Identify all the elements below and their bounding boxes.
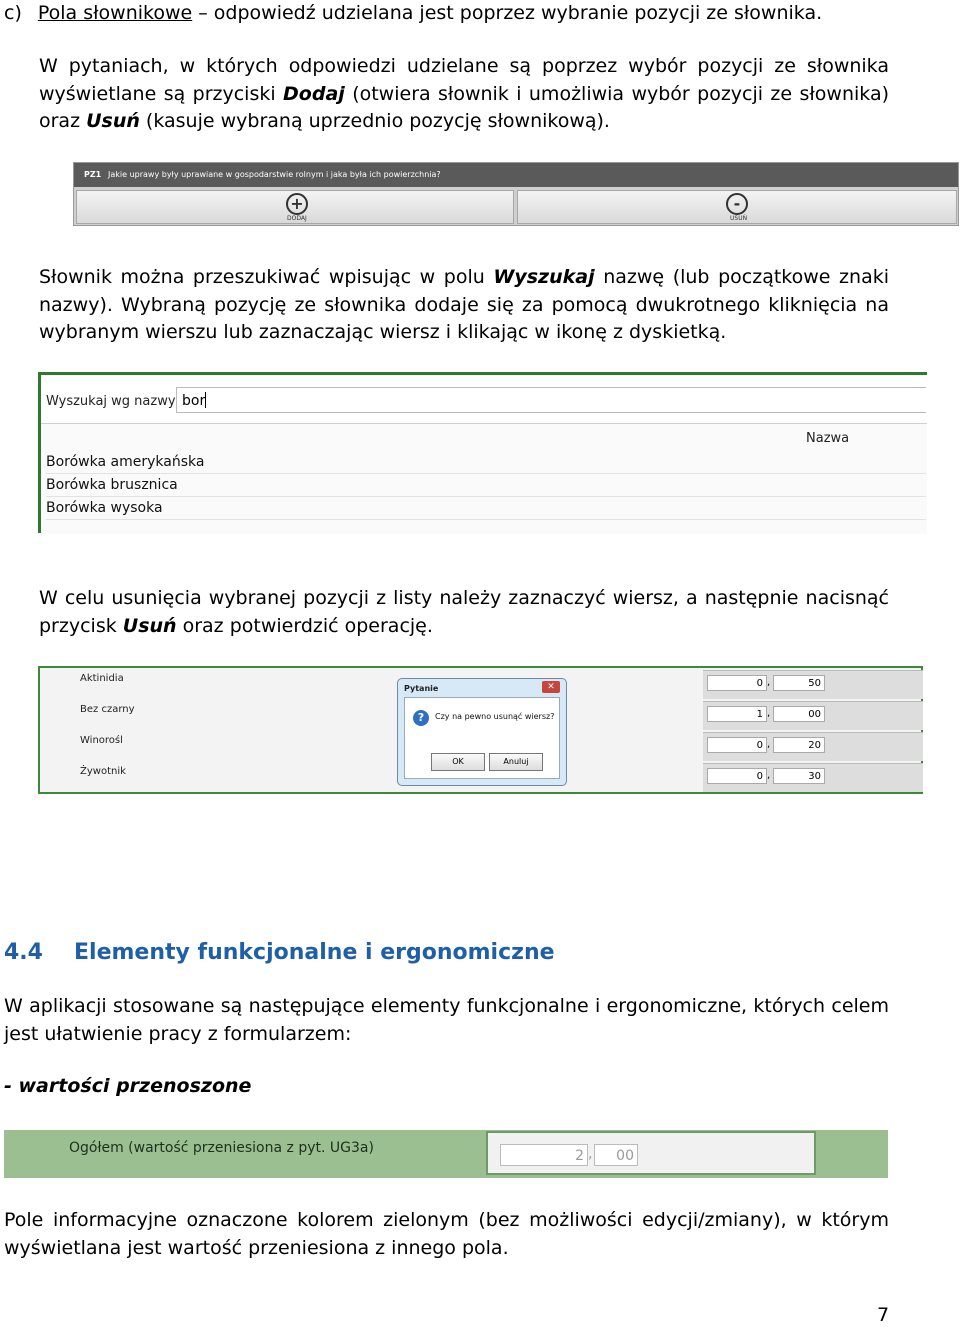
carried-value-screenshot [4,1130,888,1178]
delete-confirm-screenshot [38,666,923,794]
paragraph-buttons [39,53,889,136]
section-heading [4,940,555,965]
value-dec-field[interactable]: 30 [773,768,825,784]
term-wyszukaj: Wyszukaj [493,266,595,288]
dialog-message: Czy na pewno usunąć wiersz? [435,712,555,721]
paragraph-search [39,264,889,347]
value-dec-field[interactable]: 50 [773,675,825,691]
para1-text2: (otwiera słownik i umożliwia wybór pozycji ze słownika) oraz [39,82,890,132]
paragraph-green-field: Pole informacyjne oznaczone kolorem zielonym (bez możliwości edycji/zmiany), w którym wyświetlana jest wartość przeniesiona z innego pola. [4,1209,889,1259]
remove-button-label: USUŃ [730,215,748,222]
paragraph-delete [39,585,889,640]
search-input-value: bor [182,393,206,409]
search-input[interactable] [176,387,926,413]
list-item[interactable]: Bez czarny [80,704,135,715]
question-text: Jakie uprawy były uprawiane w gospodarstwie rolnym i jaka była ich powierzchnia? [108,170,441,179]
value-row: 0 , 20 [703,732,923,761]
carried-value-label: Ogółem (wartość przeniesiona z pyt. UG3a) [69,1140,374,1156]
dictionary-search-screenshot [38,372,927,533]
ok-button[interactable]: OK [431,753,485,771]
question-bar [74,163,958,187]
subheading-carried-values: - wartości przenoszone [4,1075,252,1097]
list-item[interactable]: Żywotnik [80,766,126,777]
question-icon: ? [413,710,429,726]
add-button-label: DODAJ [287,215,307,222]
list-item[interactable]: Winorośl [80,735,123,746]
para2-text1: Słownik można przeszukiwać wpisując w polu [39,266,494,288]
add-button[interactable] [76,190,514,224]
para1-text1: W pytaniach, w których odpowiedzi udzielane są poprzez wybór pozycji ze słownika wyświetlane są przyciski [39,55,889,105]
para3-text2: oraz potwierdzić operację. [176,614,433,637]
list-item[interactable]: Aktinidia [80,673,124,684]
minus-icon: - [726,193,748,215]
term-usun: Usuń [86,110,140,132]
term-usun-2: Usuń [122,614,177,637]
value-int-field[interactable]: 1 [707,706,767,722]
para3-text1: W celu usunięcia wybranej pozycji z listy należy zaznaczyć wiersz, a następnie nacisnąć przycisk [39,587,889,637]
carried-dec-field: 00 [594,1144,638,1166]
decimal-separator: , [588,1146,593,1162]
cancel-button[interactable]: Anuluj [489,753,543,771]
remove-button[interactable] [517,190,957,224]
item-marker: c) [4,2,22,24]
carried-int-field: 2 [500,1144,588,1166]
item-term: Pola słownikowe [37,2,193,24]
dictionary-buttons-screenshot [73,162,959,226]
plus-icon: + [286,193,308,215]
value-row: 1 , 00 [703,701,923,730]
value-row: 0 , 30 [703,763,923,792]
term-dodaj: Dodaj [283,82,345,105]
value-row: 0 , 50 [703,670,923,699]
section-title: Elementy funkcjonalne i ergonomiczne [74,940,555,965]
page-number: 7 [877,1304,890,1326]
para2-text2: nazwę (lub początkowe znaki nazwy). Wybraną pozycję ze słownika dodaje się za pomocą dwukrotnego kliknięcia na wybranym wierszu lub zaznaczając wiersz i klikając w ikonę z dyskietką. [39,266,889,343]
search-label: Wyszukaj wg nazwy [46,394,176,409]
column-header-nazwa[interactable]: Nazwa [806,431,850,446]
item-rest: – odpowiedź udzielana jest poprzez wybranie pozycji ze słownika. [192,2,823,24]
close-icon[interactable]: ✕ [542,681,560,693]
value-int-field[interactable]: 0 [707,768,767,784]
question-code: PZ1 [84,170,102,179]
text-caret [205,392,206,408]
confirm-dialog [397,678,567,786]
dialog-title: Pytanie [404,684,439,693]
carried-value-panel [486,1131,816,1175]
section-number: 4.4 [4,940,43,965]
value-int-field[interactable]: 0 [707,675,767,691]
table-row[interactable]: Borówka brusznica [46,474,926,497]
table-row[interactable]: Borówka amerykańska [46,451,926,474]
dialog-body [404,697,560,779]
paragraph-elements: W aplikacji stosowane są następujące elementy funkcjonalne i ergonomiczne, których celem jest ułatwienie pracy z formularzem: [4,995,889,1045]
value-dec-field[interactable]: 20 [773,737,825,753]
list-item-c [4,0,822,27]
value-dec-field[interactable]: 00 [773,706,825,722]
para1-text3: (kasuje wybraną uprzednio pozycję słownikową). [139,110,610,132]
value-int-field[interactable]: 0 [707,737,767,753]
table-row[interactable]: Borówka wysoka [46,497,926,520]
